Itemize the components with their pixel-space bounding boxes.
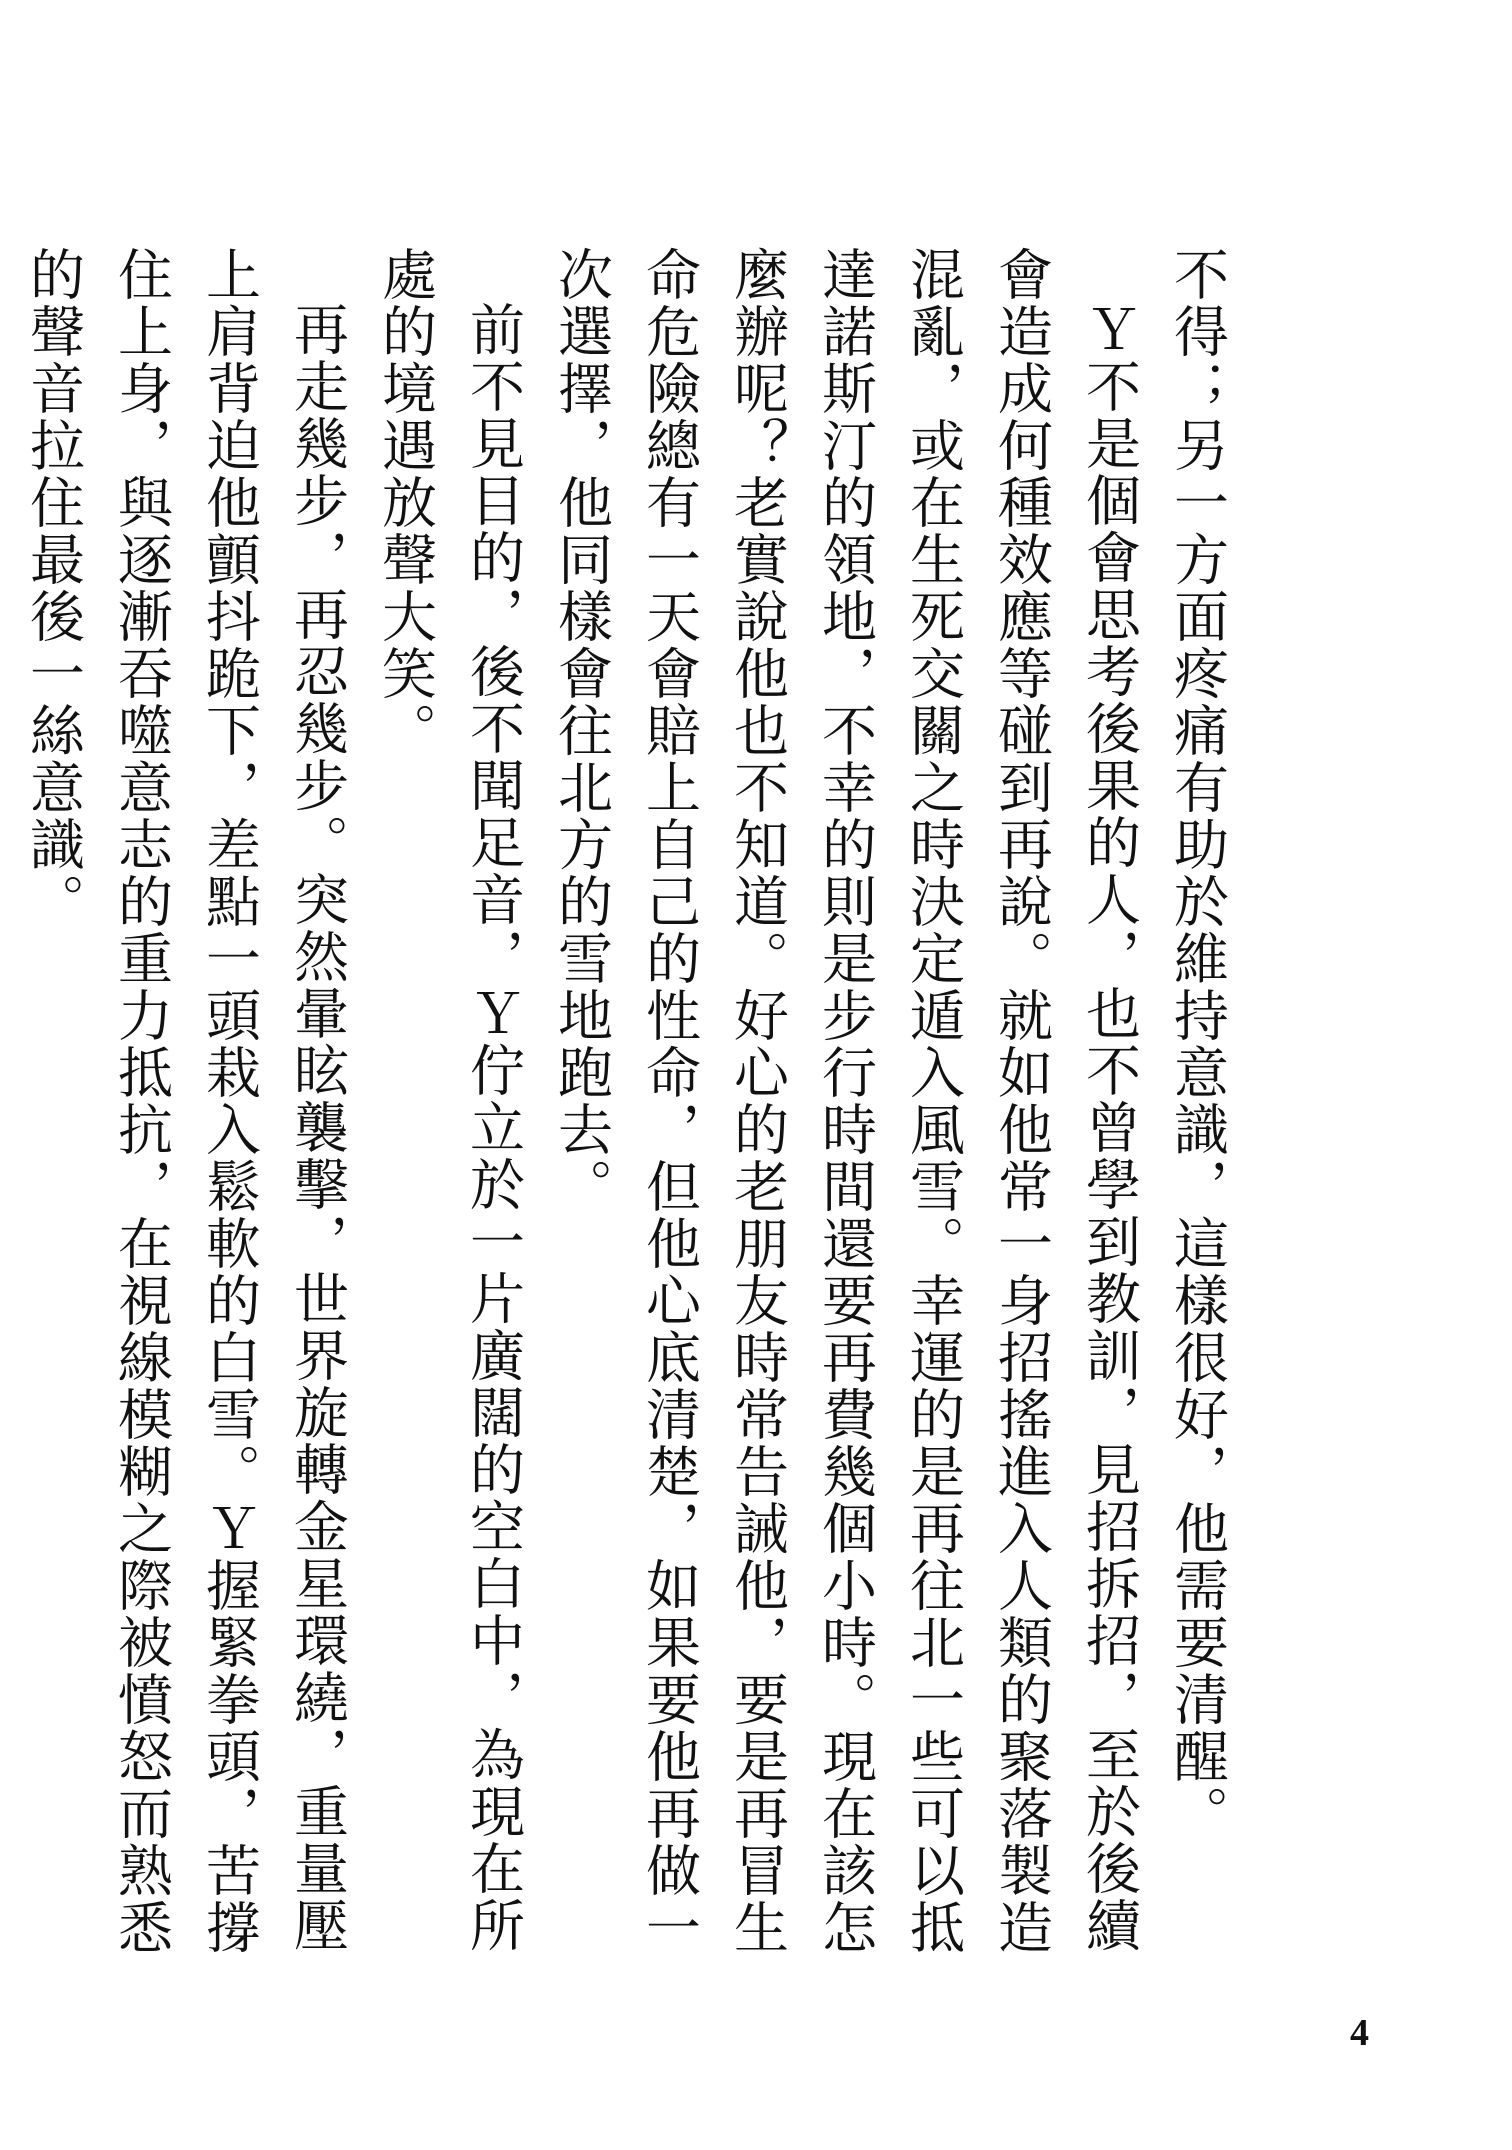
paragraph: 前不見目的，後不聞足音，Ｙ佇立於一片廣闊的空白中，為現在所處的境遇放聲大笑。 xyxy=(373,246,525,1954)
dialogue-line xyxy=(0,246,9,1966)
page-number: 4 xyxy=(1350,2012,1369,2054)
paragraph-continuation: 不得；另一方面疼痛有助於維持意識，這樣很好，他需要清醒。 xyxy=(1165,246,1229,1842)
paragraph: Ｙ不是個會思考後果的人，也不曾學到教訓，見招拆招，至於後續會造成何種效應等碰到再說。就如他常一身招搖進入人類的聚落製造混亂，或在生死交關之時決定遁入風雪。幸運的是再往北一些可以抵達諾斯汀的領地，不幸的則是步行時間還要再費幾個小時。現在該怎麼辦呢？老實說他也不知道。好心的老朋友時常告誡他，要是再冒生命危險總有一天會賠上自己的性命，但他心底清楚，如果要他再做一次選擇，他同樣會往北方的雪地跑去。 xyxy=(549,246,1141,1956)
body-text xyxy=(0,246,1241,1966)
paragraph: 再走幾步，再忍幾步。突然暈眩襲擊，世界旋轉金星環繞，重量壓上肩背迫他顫抖跪下，差點一頭栽入鬆軟的白雪。Ｙ握緊拳頭，苦撐住上身，與逐漸吞噬意志的重力抵抗，在視線模糊之際被憤怒而熟悉的聲音拉住最後一絲意識。 xyxy=(21,246,349,1956)
